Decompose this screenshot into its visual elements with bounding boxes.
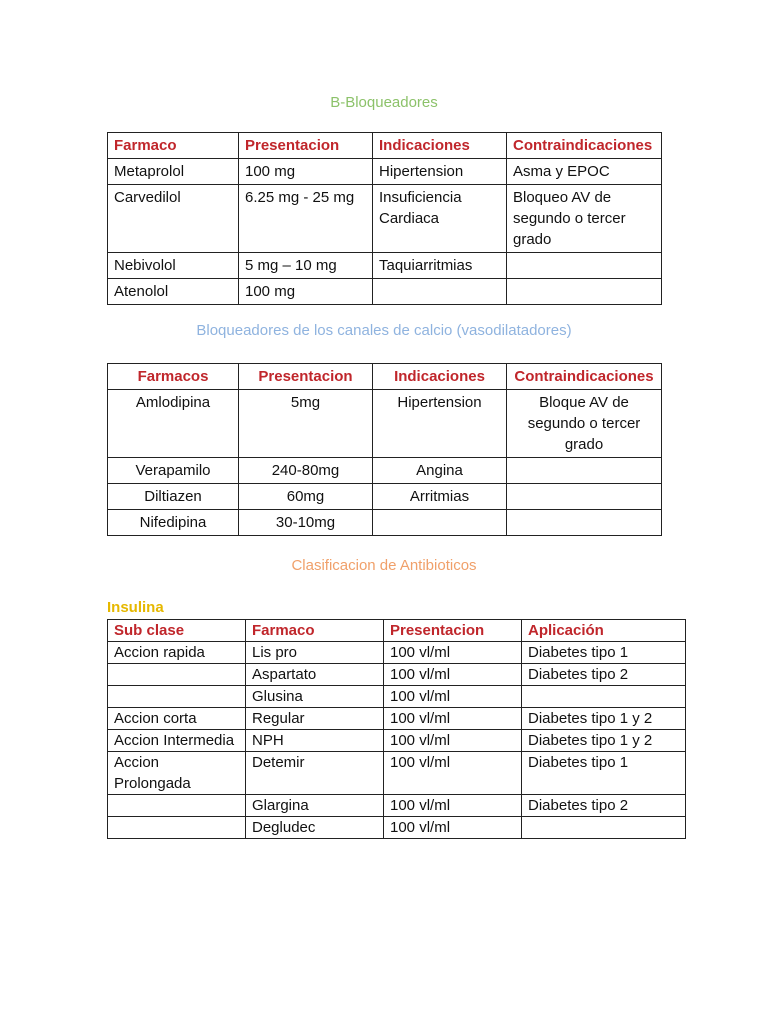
table-cell: Diabetes tipo 1 xyxy=(522,642,686,664)
table-cell: Bloqueo AV de segundo o tercer grado xyxy=(507,185,662,253)
table-cell: Lis pro xyxy=(246,642,384,664)
table-row xyxy=(108,185,662,253)
insulin-subtitle: Insulina xyxy=(107,599,164,616)
table-cell xyxy=(507,484,662,510)
header-cell: Indicaciones xyxy=(373,133,507,159)
table-cell: Diabetes tipo 1 y 2 xyxy=(522,730,686,752)
table-cell: Carvedilol xyxy=(108,185,239,253)
table-cell: Arritmias xyxy=(373,484,507,510)
table-cell: Hipertension xyxy=(373,390,507,458)
table-cell: 100 vl/ml xyxy=(384,817,522,839)
table-row xyxy=(108,686,686,708)
table-cell: Nifedipina xyxy=(108,510,239,536)
table-cell: Insuficiencia Cardiaca xyxy=(373,185,507,253)
table-cell: 5 mg – 10 mg xyxy=(239,253,373,279)
table-cell: 30-10mg xyxy=(239,510,373,536)
table-row xyxy=(108,752,686,795)
table-cell: Regular xyxy=(246,708,384,730)
table-cell: Bloque AV de segundo o tercer grado xyxy=(507,390,662,458)
table-cell xyxy=(507,253,662,279)
table-cell: 100 vl/ml xyxy=(384,795,522,817)
table-row xyxy=(108,795,686,817)
table-cell: 5mg xyxy=(239,390,373,458)
table-cell: Glargina xyxy=(246,795,384,817)
table-cell xyxy=(507,458,662,484)
table-cell: Taquiarritmias xyxy=(373,253,507,279)
table-cell: 100 vl/ml xyxy=(384,730,522,752)
table-row xyxy=(108,730,686,752)
table-cell: 240-80mg xyxy=(239,458,373,484)
table-cell: 100 mg xyxy=(239,279,373,305)
table-cell: Diltiazen xyxy=(108,484,239,510)
table-cell: Accion Intermedia xyxy=(108,730,246,752)
table-row xyxy=(108,708,686,730)
table-cell: Nebivolol xyxy=(108,253,239,279)
table-cell xyxy=(373,279,507,305)
table-cell: Diabetes tipo 1 xyxy=(522,752,686,795)
table-cell: Angina xyxy=(373,458,507,484)
calcium-blockers-title: Bloqueadores de los canales de calcio (vasodilatadores) xyxy=(196,322,572,339)
table-cell: Accion corta xyxy=(108,708,246,730)
table-cell: Metaprolol xyxy=(108,159,239,185)
table-cell: Degludec xyxy=(246,817,384,839)
insulin-table xyxy=(107,619,686,839)
table-cell xyxy=(373,510,507,536)
header-cell: Indicaciones xyxy=(373,364,507,390)
table-cell: NPH xyxy=(246,730,384,752)
table-cell: 100 mg xyxy=(239,159,373,185)
table-cell xyxy=(108,686,246,708)
table-cell: Diabetes tipo 1 y 2 xyxy=(522,708,686,730)
table-row xyxy=(108,664,686,686)
table-cell: Diabetes tipo 2 xyxy=(522,795,686,817)
table-row xyxy=(108,642,686,664)
table-cell: 100 vl/ml xyxy=(384,686,522,708)
header-cell: Presentacion xyxy=(384,620,522,642)
table-cell xyxy=(108,664,246,686)
header-cell: Sub clase xyxy=(108,620,246,642)
table-row xyxy=(108,458,662,484)
table-cell: 100 vl/ml xyxy=(384,708,522,730)
table-cell: Accion Prolongada xyxy=(108,752,246,795)
table-cell: 100 vl/ml xyxy=(384,752,522,795)
table-cell: Hipertension xyxy=(373,159,507,185)
antibiotics-title: Clasificacion de Antibioticos xyxy=(291,557,477,574)
table-header-row xyxy=(108,620,686,642)
beta-blockers-title: B-Bloqueadores xyxy=(330,94,438,111)
table-cell: Atenolol xyxy=(108,279,239,305)
table-cell: Detemir xyxy=(246,752,384,795)
table-row xyxy=(108,253,662,279)
table-cell: 100 vl/ml xyxy=(384,664,522,686)
table-cell xyxy=(507,510,662,536)
table-cell: Aspartato xyxy=(246,664,384,686)
header-cell: Farmacos xyxy=(108,364,239,390)
table-cell xyxy=(522,817,686,839)
table-cell: 60mg xyxy=(239,484,373,510)
table-row xyxy=(108,510,662,536)
table-cell: Verapamilo xyxy=(108,458,239,484)
table-cell: Glusina xyxy=(246,686,384,708)
table-row xyxy=(108,279,662,305)
table-cell: 6.25 mg - 25 mg xyxy=(239,185,373,253)
table-cell xyxy=(108,795,246,817)
table-header-row xyxy=(108,133,662,159)
beta-blockers-table xyxy=(107,132,662,305)
table-cell: 100 vl/ml xyxy=(384,642,522,664)
header-cell: Farmaco xyxy=(108,133,239,159)
table-row xyxy=(108,390,662,458)
header-cell: Contraindicaciones xyxy=(507,133,662,159)
table-cell: Amlodipina xyxy=(108,390,239,458)
calcium-blockers-table xyxy=(107,363,662,536)
table-header-row xyxy=(108,364,662,390)
table-cell: Asma y EPOC xyxy=(507,159,662,185)
header-cell: Presentacion xyxy=(239,133,373,159)
table-row xyxy=(108,484,662,510)
header-cell: Aplicación xyxy=(522,620,686,642)
table-cell xyxy=(108,817,246,839)
table-cell: Diabetes tipo 2 xyxy=(522,664,686,686)
table-cell xyxy=(522,686,686,708)
table-row xyxy=(108,817,686,839)
header-cell: Contraindicaciones xyxy=(507,364,662,390)
header-cell: Presentacion xyxy=(239,364,373,390)
table-row xyxy=(108,159,662,185)
table-cell: Accion rapida xyxy=(108,642,246,664)
header-cell: Farmaco xyxy=(246,620,384,642)
table-cell xyxy=(507,279,662,305)
